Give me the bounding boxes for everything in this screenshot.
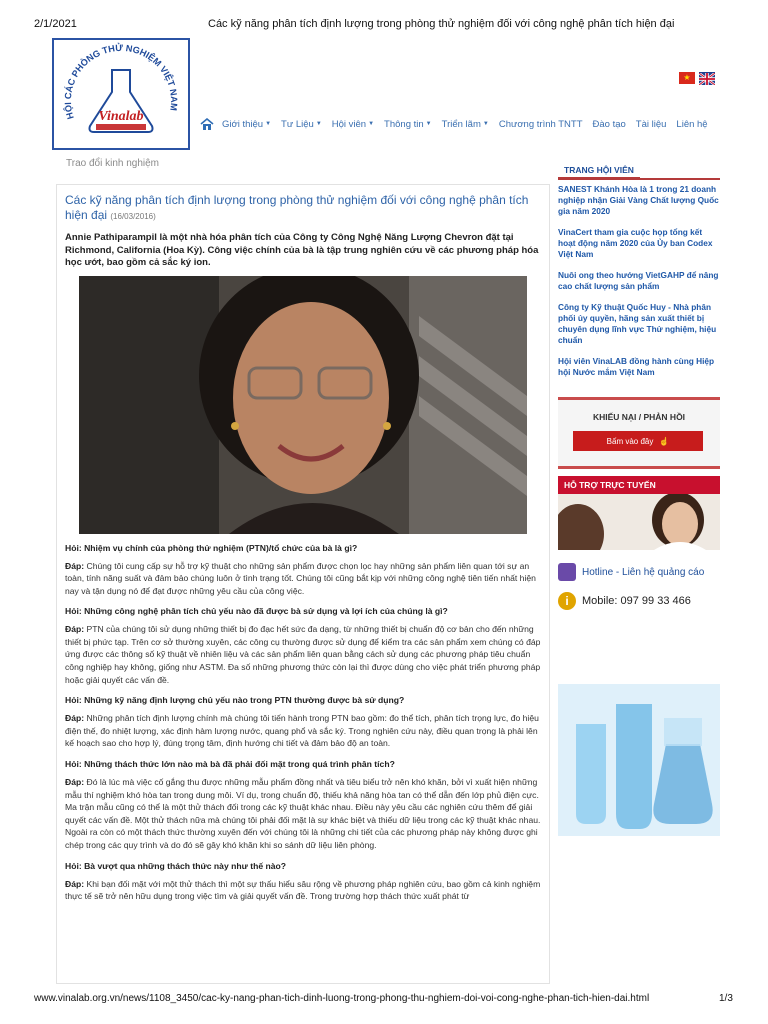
support-heading: HỖ TRỢ TRỰC TUYẾN	[558, 476, 720, 494]
article-panel	[56, 184, 550, 984]
question: Hỏi: Bà vượt qua những thách thức này như thế nào?	[65, 860, 287, 871]
member-news-link[interactable]: SANEST Khánh Hòa là 1 trong 21 doanh nghiệp nhận Giải Vàng Chất lượng Quốc gia năm 2020	[558, 184, 719, 216]
chevron-down-icon: ▼	[482, 121, 489, 127]
nav-item-tu-lieu[interactable]: Tư Liệu ▼	[281, 118, 322, 130]
feedback-button[interactable]: Bấm vào đây ☝	[573, 431, 703, 451]
article-lead: Annie Pathiparampil là một nhà hóa phân tích của Công ty Công Nghệ Năng Lượng Chevron đặt tại Richmond, California (Hoa Kỳ). Công việc chính của bà là tập trung nghiên cứu về các phương pháp hóa học ướt, bao gồm cả sắc ký ion.	[65, 232, 539, 268]
print-date: 2/1/2021	[34, 18, 77, 30]
english-flag-icon[interactable]	[699, 72, 715, 84]
nav-item-thong-tin[interactable]: Thông tin ▼	[384, 118, 432, 130]
member-news-list	[558, 184, 720, 388]
article-title: Các kỹ năng phân tích định lượng trong phòng thử nghiệm đối với công nghệ phân tích hiện đại (16/03/2016)	[65, 193, 529, 222]
print-page-number: 1/3	[719, 993, 733, 1004]
answer: Đáp: Khi bạn đối mặt với một thử thách thì một sự thấu hiểu sâu rộng về phương pháp nghiên cứu, bao gồm cả kinh nghiệm thực tế sẽ trở nên hữu dụng trong việc tìm và giải quyết vấn đề. Trong trường hợp thách thức xuất phát từ	[65, 878, 541, 902]
hand-pointer-icon: ☝	[659, 436, 670, 446]
member-news-link[interactable]: Công ty Kỹ thuật Quốc Huy - Nhà phân phối ủy quyền, hãng sản xuất thiết bị chuyên dụng lĩnh vực Thử nghiệm, hiệu chuẩn	[558, 302, 717, 345]
print-url: www.vinalab.org.vn/news/1108_3450/cac-ky-nang-phan-tich-dinh-luong-trong-phong-thu-nghiem-doi-voi-cong-nghe-phan-tich-hien-dai.html	[34, 993, 650, 1004]
chevron-down-icon: ▼	[368, 121, 375, 127]
lab-glassware-banner[interactable]	[558, 684, 720, 836]
nav-item-lien-he[interactable]: Liên hệ	[676, 118, 708, 130]
chevron-down-icon: ▼	[315, 121, 322, 127]
nav-item-gioi-thieu[interactable]: Giới thiệu ▼	[222, 118, 272, 130]
member-news-link[interactable]: Nuôi ong theo hướng VietGAHP để nâng cao chất lượng sản phẩm	[558, 270, 719, 291]
vietnamese-flag-icon[interactable]: ★	[679, 72, 695, 84]
question: Hỏi: Nhiệm vụ chính của phòng thử nghiệm (PTN)/tổ chức của bà là gì?	[65, 542, 358, 553]
answer: Đáp: Chúng tôi cung cấp sự hỗ trợ kỹ thuật cho những sản phẩm được chọn lọc hay những sản phẩm liên quan tới sự an toàn, tính năng suất và đảm bảo chúng luôn ở tình trạng tốt. Chúng tôi cũng bắt kịp với những công nghệ tiên tiến nhất hiện nay và tận dụng nó để đạt được những yêu cầu của công việc.	[65, 560, 536, 596]
answer: Đáp: Đó là lúc mà việc cố gắng thu được những mẫu phẩm đồng nhất và tiêu biểu trở nên khó khăn, bởi vì xuất hiện những mẫu thí nghiệm khó hòa tan trong dung môi. Ví dụ, trong chuẩn độ, thiếu khả năng hòa tan có thể dẫn đến lớp phủ điện cực. Ma trận mẫu cũng có thể là một thử thách đối trong các kỹ thuật khác nhau. Điều này yêu cầu các nghiên cứu thêm để giải quyết các vấn đề. Một thử thách nữa mà chúng tôi phải đối mặt là sự khác biệt và thiếu dữ liệu trong các kỹ thuật khác nhau. Ngoài ra còn có một thách thức thường xuyên đến với chúng tôi là những chi tiết của các phương pháp này không được ghi chép trong các quy trình và do đó sẽ gây khó khăn khi so sánh dữ liệu liên phòng.	[65, 777, 541, 850]
nav-item-chuong-trinh-tntt[interactable]: Chương trình TNTT	[498, 118, 583, 130]
logo-arc-text: HỘI CÁC PHÒNG THỬ NGHIỆM VIỆT NAM	[62, 42, 180, 121]
nav-item-dao-tao[interactable]: Đào tạo	[592, 118, 626, 130]
mobile-number: i Mobile: 097 99 33 466	[558, 590, 720, 612]
question: Hỏi: Những công nghệ phân tích chủ yếu nào đã được bà sử dụng và lợi ích của chúng là gì?	[65, 606, 448, 617]
article-date: (16/03/2016)	[110, 212, 156, 221]
support-agent-image	[558, 494, 720, 550]
answer: Đáp: PTN của chúng tôi sử dụng những thiết bị đo đạc hết sức đa dạng, từ những thiết bị chuẩn độ cơ bản cho đến những thiết bị phức tạp. Trên cơ sở thường xuyên, các công cụ thường được sử dụng để kiểm tra các sản phẩm xem chúng có đáp ứng được các thông số kỹ thuật về nhiên liệu và các sản phẩm liên quan bằng cách sử dụng các phương pháp tiêu chuẩn công nghiệp hay không, giống như ASTM. Đa số những phương thức còn lại thì được dùng cho việc phát triển phương pháp hoặc giải quyết các vấn đề.	[65, 624, 541, 685]
answer: Đáp: Những phân tích định lượng chính mà chúng tôi tiến hành trong PTN bao gồm: đo thể tích, phân tích trọng lực, đo hiệu điện thế, đo nhiệt lượng, xác định hàm lượng nước, quang phổ và sắc ký. Trong nghiên cứu này, điều quan trọng là phải lên kế hoạch sao cho hợp lý, đúng trọng tâm, định hướng chi tiết và đảm bảo độ an toàn.	[65, 713, 539, 749]
qa-block	[65, 542, 541, 903]
hotline-link[interactable]: Hotline - Liên hệ quảng cáo	[558, 562, 720, 582]
nav-item-hoi-vien[interactable]: Hội viên ▼	[331, 118, 375, 130]
feedback-title: KHIẾU NẠI / PHẢN HỒI	[592, 412, 686, 422]
question: Hỏi: Những kỹ năng định lượng chủ yếu nào trong PTN thường được bà sử dụng?	[65, 695, 405, 706]
info-icon: i	[558, 592, 576, 610]
hotline-icon	[558, 563, 576, 581]
home-icon[interactable]	[200, 118, 214, 130]
member-news-link[interactable]: VinaCert tham gia cuộc họp tổng kết hoạt động năm 2020 của Ủy ban Codex Việt Nam	[558, 227, 713, 259]
logo-name: Vinalab	[98, 109, 144, 124]
chevron-down-icon: ▼	[425, 121, 432, 127]
members-heading: TRANG HỘI VIÊN	[558, 160, 720, 180]
question: Hỏi: Những thách thức lớn nào mà bà đã phải đối mặt trong quá trình phân tích?	[65, 759, 395, 770]
chevron-down-icon: ▼	[265, 121, 272, 127]
portrait-photo	[79, 276, 527, 534]
breadcrumb[interactable]: Trao đổi kinh nghiệm	[66, 158, 160, 169]
nav-item-tai-lieu[interactable]: Tài liệu	[635, 118, 667, 130]
feedback-banner	[558, 397, 720, 469]
print-title: Các kỹ năng phân tích định lượng trong phòng thử nghiệm đối với công nghệ phân tích hiện đại	[208, 18, 675, 30]
nav-item-trien-lam[interactable]: Triển lãm ▼	[441, 118, 489, 130]
member-news-link[interactable]: Hội viên VinaLAB đồng hành cùng Hiệp hội Nước mắm Việt Nam	[558, 356, 715, 377]
vinalab-logo[interactable]	[52, 38, 190, 150]
main-nav	[200, 116, 718, 132]
